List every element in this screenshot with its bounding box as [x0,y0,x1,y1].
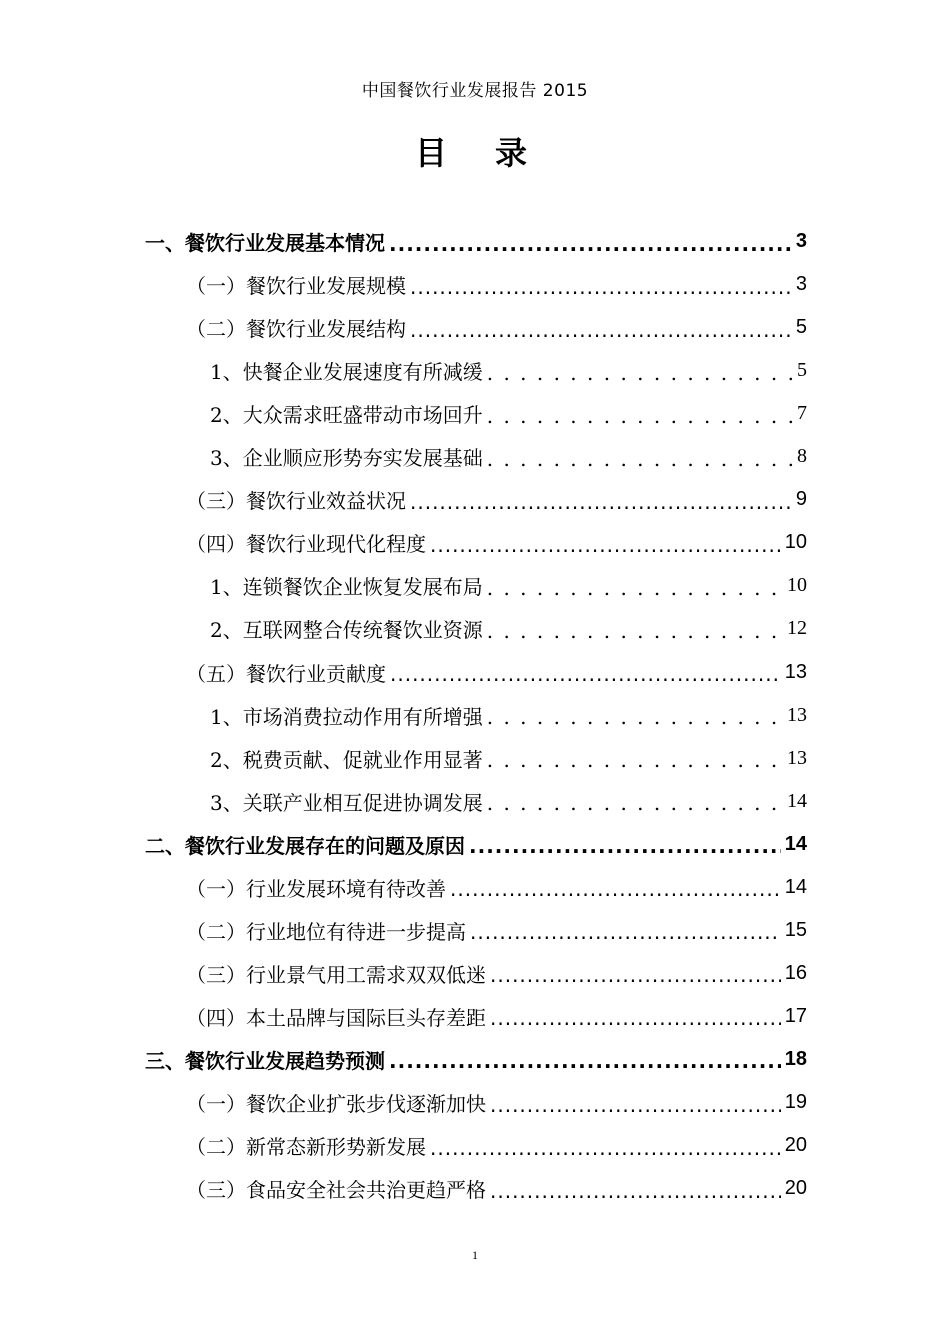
toc-leader-dots [487,361,793,385]
toc-entry-label: （四）餐饮行业现代化程度 [186,532,426,557]
toc-entry-page: 5 [795,316,807,339]
toc-entry[interactable] [186,478,807,521]
toc-entry[interactable] [145,823,807,866]
page-number: 1 [472,1248,478,1262]
toc-entry-page: 15 [784,918,807,941]
toc-entry-page: 13 [787,746,807,769]
toc-leader-dots [430,1136,781,1160]
toc-entry-label: （二）餐饮行业发展结构 [186,317,406,342]
toc-entry-page: 5 [797,359,807,382]
toc-entry-label: 2、税费贡献、促就业作用显著 [210,747,483,772]
toc-entry-label: 2、互联网整合传统餐饮业资源 [210,618,483,643]
toc-entry-label: （三）食品安全社会共治更趋严格 [186,1178,486,1203]
toc-entry-page: 7 [797,402,807,425]
toc-entry-page: 20 [784,1177,807,1200]
toc-entry-page: 13 [787,703,807,726]
toc-entry-label: 一、餐饮行业发展基本情况 [145,231,385,255]
toc-entry-page: 9 [795,488,807,511]
toc-leader-dots [487,705,783,729]
toc-entry-label: 3、企业顺应形势夯实发展基础 [210,446,483,471]
toc-entry-label: 1、快餐企业发展速度有所减缓 [210,360,483,385]
toc-entry[interactable] [210,607,807,650]
toc-entry[interactable] [186,521,807,564]
toc-entry-page: 19 [784,1091,807,1113]
toc-entry-label: 1、市场消费拉动作用有所增强 [210,704,483,729]
toc-entry-page: 10 [787,574,807,597]
toc-entry-label: （二）新常态新形势新发展 [186,1135,426,1160]
toc-entry-page: 10 [784,531,807,554]
toc-entry[interactable] [210,392,807,435]
toc-entry-page: 16 [784,961,807,984]
toc-entry[interactable] [210,780,807,823]
toc-entry-page: 17 [784,1004,807,1027]
toc-entry-label: 1、连锁餐饮企业恢复发展布局 [210,575,483,600]
toc-entry[interactable] [186,1167,807,1210]
toc-leader-dots [487,404,793,428]
toc-entry[interactable] [186,866,807,909]
toc-entry[interactable] [210,694,807,737]
toc-leader-dots [410,490,792,514]
toc-leader-dots [487,791,783,815]
toc-leader-dots [487,748,783,772]
toc-leader-dots [469,834,781,858]
toc-entry-page: 18 [784,1047,807,1070]
toc-leader-dots [410,275,792,299]
toc-entry[interactable] [186,263,807,306]
toc-entry-page: 20 [784,1134,807,1157]
toc-leader-dots [470,920,781,944]
toc-entry-label: （二）行业地位有待进一步提高 [186,919,466,944]
toc-leader-dots [450,877,781,901]
toc-entry[interactable] [186,1124,807,1167]
toc-entry[interactable] [210,564,807,607]
toc-entry-label: 3、关联产业相互促进协调发展 [210,790,483,815]
toc-leader-dots [410,318,792,342]
toc-entry[interactable] [210,435,807,478]
toc-entry-label: （一）行业发展环境有待改善 [186,876,446,901]
toc-entry-label: （三）行业景气用工需求双双低迷 [186,962,486,987]
toc-entry[interactable] [210,737,807,780]
page-title: 目 录 [414,134,535,172]
toc-leader-dots [490,1093,781,1117]
toc-leader-dots [487,576,783,600]
toc-entry[interactable] [210,349,807,392]
toc-entry-label: （一）餐饮企业扩张步伐逐渐加快 [186,1092,486,1116]
toc-entry-page: 3 [795,273,807,296]
toc-entry[interactable] [186,306,807,349]
running-header: 中国餐饮行业发展报告 2015 [361,81,589,101]
toc-entry-label: （三）餐饮行业效益状况 [186,489,406,514]
toc-entry-page: 14 [784,875,807,898]
toc-entry-label: 2、大众需求旺盛带动市场回升 [210,403,483,428]
toc-entry-label: （五）餐饮行业贡献度 [186,661,386,686]
toc-entry[interactable] [186,995,807,1038]
toc-entry[interactable] [186,651,807,694]
toc-leader-dots [490,1179,781,1203]
toc-leader-dots [487,447,793,471]
toc-entry-page: 14 [784,832,807,855]
toc-entry-page: 12 [787,617,807,640]
toc-entry-label: 二、餐饮行业发展存在的问题及原因 [145,833,465,858]
toc-leader-dots [490,963,781,987]
toc-entry-page: 14 [787,789,807,812]
toc-entry[interactable] [145,1038,807,1081]
toc-entry[interactable] [186,952,807,995]
toc-entry-label: 三、餐饮行业发展趋势预测 [145,1048,385,1073]
toc-entry-page: 8 [797,445,807,468]
toc-leader-dots [430,533,781,557]
toc-entry-label: （四）本土品牌与国际巨头存差距 [186,1005,486,1030]
toc-entry-label: （一）餐饮行业发展规模 [186,274,406,299]
toc-entry-page: 13 [784,660,807,683]
toc-leader-dots [389,1049,781,1073]
toc-leader-dots [389,232,792,256]
toc-leader-dots [390,662,781,686]
toc-entry[interactable] [186,909,807,952]
toc-entry[interactable] [186,1081,807,1124]
toc-entry-page: 3 [795,230,807,252]
toc-entry[interactable] [145,220,807,263]
toc-leader-dots [487,619,783,643]
toc-leader-dots [490,1006,781,1030]
